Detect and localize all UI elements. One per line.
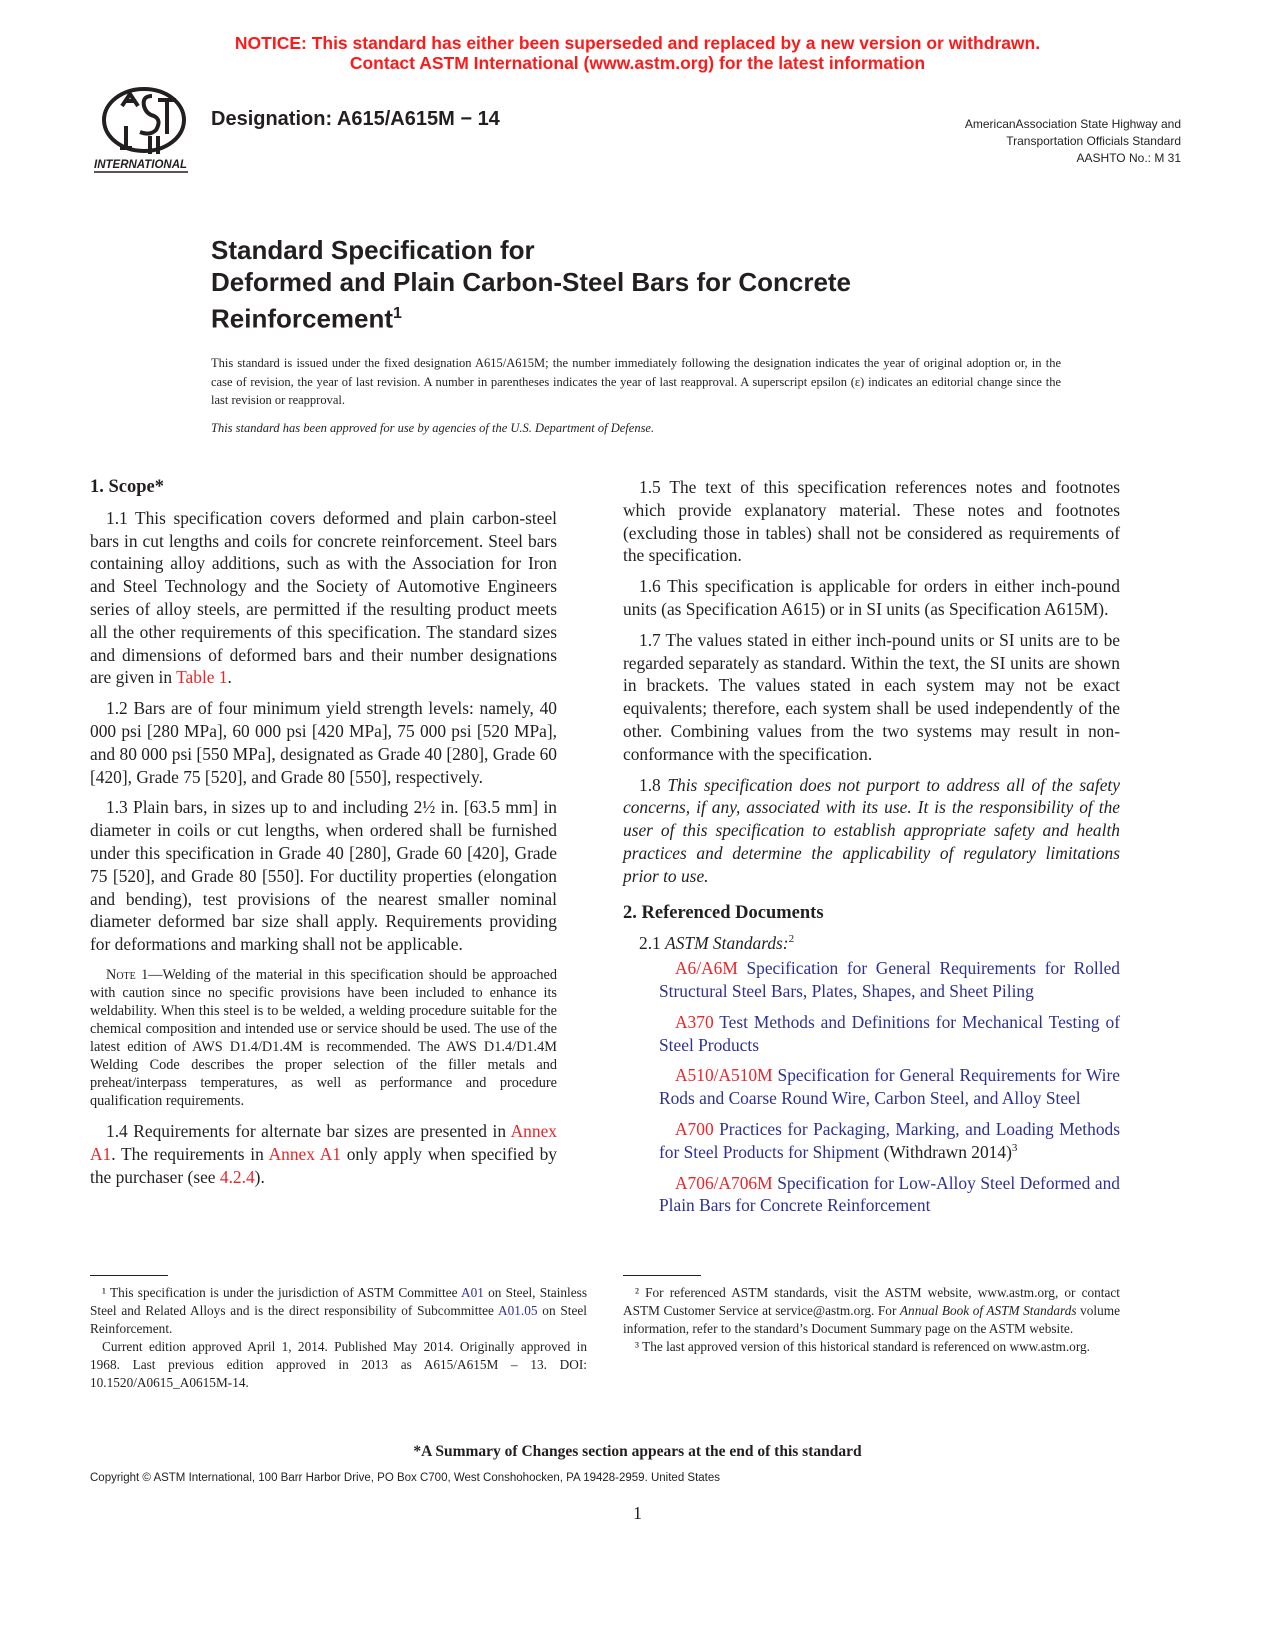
reference-code-link[interactable]: A6/A6M <box>675 958 738 979</box>
title-line-2: Deformed and Plain Carbon-Steel Bars for Concrete <box>211 267 852 297</box>
reference-item <box>623 1172 1120 1218</box>
astm-logo <box>92 86 196 176</box>
section-1-heading: 1. Scope* <box>90 477 164 497</box>
reference-title-link[interactable]: Specification for General Requirements for Wire Rods and Coarse Round Wire, Carbon Steel, and Alloy Steel <box>659 1065 1120 1109</box>
paragraph-1-2: 1.2 Bars are of four minimum yield strength levels: namely, 40 000 psi [280 MPa], 60 000 psi [420 MPa], 75 000 psi [520 MPa], and 80 000 psi [550 MPa], designated as Grade 40 [280], Grade 60 [420], Grade 75 [520], and Grade 80 [550], respectively. <box>90 698 557 787</box>
referenced-standards-list <box>623 957 1120 1217</box>
footnote-3: ³ The last approved version of this historical standard is referenced on www.astm.org. <box>635 1339 1090 1354</box>
reference-title-link[interactable]: Specification for Low-Alloy Steel Deformed and Plain Bars for Concrete Reinforcement <box>659 1172 1120 1216</box>
right-column <box>623 476 1120 1225</box>
aashto-standard-note <box>965 116 1181 167</box>
reference-code-link[interactable]: A510/A510M <box>675 1065 773 1086</box>
reference-footnote-ref[interactable]: 3 <box>1011 1141 1018 1154</box>
aashto-line-3: AASHTO No.: M 31 <box>1076 151 1181 165</box>
paragraph-1-8: 1.8 This specification does not purport to address all of the safety concerns, if any, associated with its use. It is the responsibility of the user of this specification to establish appropriate safety and health practices and determine the applicability of regulatory limitations prior to use. <box>623 774 1120 886</box>
notice-line-1: NOTICE: This standard has either been superseded and replaced by a new version or withdrawn. <box>234 33 1041 53</box>
logo-international-text: INTERNATIONAL <box>94 159 188 171</box>
paragraph-1-4: 1.4 Requirements for alternate bar sizes are presented in Annex A1. The requirements in Annex A1 only apply when specified by the purchaser (see 4.2.4). <box>90 1120 557 1187</box>
reference-code-link[interactable]: A700 <box>675 1118 714 1139</box>
notice-banner <box>0 33 1275 73</box>
section-2-heading: 2. Referenced Documents <box>623 902 824 923</box>
footnote-rule-right <box>623 1275 701 1276</box>
paragraph-1-5: 1.5 The text of this specification references notes and footnotes which provide explanatory material. These notes and footnotes (excluding those in tables) shall not be considered as requirements of the specification. <box>623 477 1120 566</box>
designation: Designation: A615/A615M − 14 <box>211 108 500 130</box>
committee-a01-link[interactable]: A01 <box>460 1285 484 1300</box>
table-1-link[interactable]: Table 1 <box>176 667 228 688</box>
paragraph-1-1: 1.1 This specification covers deformed and plain carbon-steel bars in cut lengths and coils for concrete reinforcement. Steel bars containing alloy additions, such as with the Association for Iron and Steel Technology and the Society of Automotive Engineers series of alloy steels, are permitted if the resulting product meets all the other requirements of this specification. The standard sizes and dimensions of deformed bars and their number designations are given in Table 1. <box>90 507 557 688</box>
reference-item <box>623 1011 1120 1057</box>
footnote-1: ¹ This specification is under the jurisdiction of ASTM Committee A01 on Steel, Stainless Steel and Related Alloys and is the direct responsibility of Subcommittee A01.05 on Steel Reinforcement. <box>90 1285 587 1336</box>
reference-item <box>623 1118 1120 1164</box>
section-4-2-4-link[interactable]: 4.2.4 <box>219 1166 255 1187</box>
reference-title-link[interactable]: Test Methods and Definitions for Mechanical Testing of Steel Products <box>659 1011 1120 1055</box>
title-line-1: Standard Specification for <box>211 235 535 265</box>
paragraph-1-6: 1.6 This specification is applicable for orders in either inch-pound units (as Specification A615) or in SI units (as Specification A615M). <box>623 576 1120 619</box>
reference-code-link[interactable]: A370 <box>675 1011 714 1032</box>
footnote-rule-left <box>90 1275 168 1276</box>
dod-approval-statement: This standard has been approved for use by agencies of the U.S. Department of Defense. <box>211 421 655 435</box>
reference-title-link[interactable]: Specification for General Requirements for Rolled Structural Steel Bars, Plates, Shapes, and Sheet Piling <box>659 958 1120 1001</box>
left-column <box>90 476 557 1196</box>
paragraph-2-1: 2.1 ASTM Standards:$^2$ <box>639 933 795 954</box>
reference-title-link[interactable]: Practices for Packaging, Marking, and Loading Methods for Steel Products for Shipment <box>659 1118 1120 1162</box>
copyright-line: Copyright © ASTM International, 100 Barr Harbor Drive, PO Box C700, West Conshohocken, PA 19428-2959. United States <box>90 1472 721 1484</box>
aashto-line-2: Transportation Officials Standard <box>1006 134 1181 148</box>
footnote-2: ² For referenced ASTM standards, visit the ASTM website, www.astm.org, or contact ASTM Customer Service at service@astm.org. For Annual Book of ASTM Standards volume information, refer to the standard’s Document Summary page on the ASTM website. <box>623 1285 1120 1336</box>
document-title <box>211 234 971 335</box>
reference-withdrawn-note: (Withdrawn 2014) <box>879 1141 1012 1162</box>
notice-line-2: Contact ASTM International (www.astm.org) for the latest information <box>349 53 926 73</box>
reference-item <box>623 957 1120 1003</box>
issuance-statement: This standard is issued under the fixed designation A615/A615M; the number immediately following the designation indicates the year of original adoption or, in the case of revision, the year of last revision. A number in parentheses indicates the year of last reapproval. A superscript epsilon (ε) indicates an editorial change since the last revision or reapproval. <box>211 356 1061 407</box>
summary-of-changes-note: *A Summary of Changes section appears at the end of this standard <box>413 1443 862 1460</box>
note-1: Note 1—Welding of the material in this specification should be approached with caution since no specific provisions have been included to enhance its weldability. When this steel is to be welded, a welding procedure suitable for the chemical composition and intended use or service should be used. The use of the latest edition of AWS D1.4/D1.4M is recommended. The AWS D1.4/D1.4M Welding Code describes the proper selection of the filler metals and preheat/interpass temperatures, as well as performance and procedure qualification requirements. <box>90 966 557 1109</box>
annex-a1-link[interactable]: Annex A1 <box>90 1120 557 1164</box>
footnotes-right <box>623 1284 1120 1356</box>
footnote-1-edition: Current edition approved April 1, 2014. Published May 2014. Originally approved in 1968. Last previous edition approved in 2013 as A615/A615M – 13. DOI: 10.1520/A0615_A0615M-14. <box>90 1339 587 1390</box>
aashto-line-1: AmericanAssociation State Highway and <box>964 117 1181 131</box>
page-number: 1 <box>633 1503 642 1523</box>
paragraph-1-3: 1.3 Plain bars, in sizes up to and including 2½ in. [63.5 mm] in diameter in coils or cut lengths, when ordered shall be furnished under this specification in Grade 40 [280], Grade 60 [420], Grade 75 [520], and Grade 80 [550]. For ductility properties (elongation and bending), test provisions of the nearest smaller nominal diameter deformed bar size shall apply. Requirements providing for deformations and marking shall not be applicable. <box>90 797 557 955</box>
reference-code-link[interactable]: A706/A706M <box>675 1172 773 1193</box>
title-footnote-ref[interactable]: 1 <box>393 305 402 322</box>
reference-item <box>623 1064 1120 1110</box>
annex-a1-link-2[interactable]: Annex A1 <box>268 1143 341 1164</box>
paragraph-1-7: 1.7 The values stated in either inch-pound units or SI units are to be regarded separately as standard. Within the text, the SI units are shown in brackets. The values stated in each system may not be exact equivalents; therefore, each system shall be used independently of the other. Combining values from the two systems may result in non-conformance with the specification. <box>623 629 1120 764</box>
subcommittee-a01-05-link[interactable]: A01.05 <box>497 1303 538 1318</box>
footnotes-left <box>90 1284 587 1392</box>
title-line-3: Reinforcement$^1$ <box>211 303 402 334</box>
